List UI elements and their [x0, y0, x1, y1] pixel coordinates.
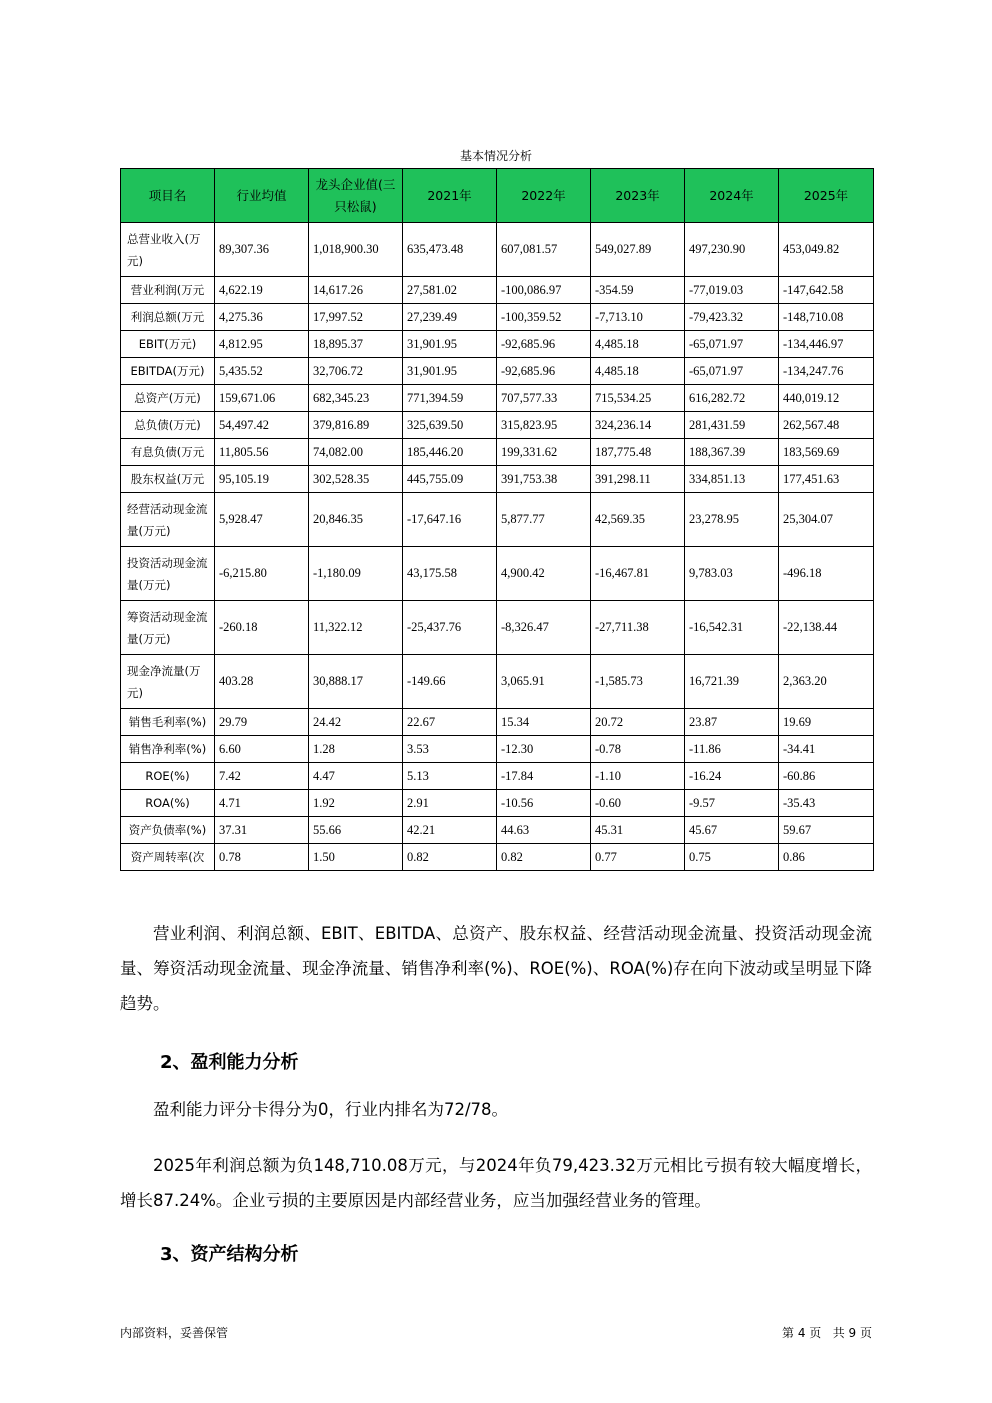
table-row: [121, 223, 874, 277]
table-cell: 4,485.18: [591, 331, 685, 358]
table-cell: 1.50: [309, 844, 403, 871]
table-cell: 635,473.48: [403, 223, 497, 277]
table-cell: -60.86: [779, 763, 874, 790]
row-label: 资产周转率(次: [121, 844, 215, 871]
table-body: [121, 223, 874, 871]
row-label: 有息负债(万元: [121, 439, 215, 466]
table-row: [121, 493, 874, 547]
table-cell: -1,585.73: [591, 655, 685, 709]
table-cell: -34.41: [779, 736, 874, 763]
table-row: [121, 655, 874, 709]
table-cell: 549,027.89: [591, 223, 685, 277]
row-label: ROA(%): [121, 790, 215, 817]
table-cell: 334,851.13: [685, 466, 779, 493]
row-label: 利润总额(万元: [121, 304, 215, 331]
row-label: EBITDA(万元): [121, 358, 215, 385]
table-cell: 17,997.52: [309, 304, 403, 331]
table-cell: 188,367.39: [685, 439, 779, 466]
row-label: 经营活动现金流量(万元): [121, 493, 215, 547]
footer-page-number: 第 4 页 共 9 页: [782, 1326, 872, 1340]
table-row: [121, 331, 874, 358]
table-caption: 基本情况分析: [459, 149, 532, 163]
table-cell: 315,823.95: [497, 412, 591, 439]
table-cell: 4.47: [309, 763, 403, 790]
table-cell: 16,721.39: [685, 655, 779, 709]
table-cell: -79,423.32: [685, 304, 779, 331]
table-cell: 30,888.17: [309, 655, 403, 709]
table-cell: 20.72: [591, 709, 685, 736]
row-label: 销售净利率(%): [121, 736, 215, 763]
table-cell: -12.30: [497, 736, 591, 763]
table-row: [121, 412, 874, 439]
table-cell: 11,322.12: [309, 601, 403, 655]
table-cell: -6,215.80: [215, 547, 309, 601]
table-cell: 89,307.36: [215, 223, 309, 277]
table-cell: 95,105.19: [215, 466, 309, 493]
table-cell: 715,534.25: [591, 385, 685, 412]
table-cell: 1,018,900.30: [309, 223, 403, 277]
table-cell: 19.69: [779, 709, 874, 736]
table-cell: 74,082.00: [309, 439, 403, 466]
row-label: 现金净流量(万元): [121, 655, 215, 709]
table-cell: 445,755.09: [403, 466, 497, 493]
table-cell: -77,019.03: [685, 277, 779, 304]
table-cell: 0.86: [779, 844, 874, 871]
row-label: 股东权益(万元: [121, 466, 215, 493]
row-label: 筹资活动现金流量(万元): [121, 601, 215, 655]
column-header: 2021年: [403, 169, 497, 223]
table-cell: 497,230.90: [685, 223, 779, 277]
table-cell: 18,895.37: [309, 331, 403, 358]
table-cell: -22,138.44: [779, 601, 874, 655]
basic-analysis-table: [120, 168, 874, 871]
table-cell: -92,685.96: [497, 358, 591, 385]
table-cell: 682,345.23: [309, 385, 403, 412]
table-cell: 2.91: [403, 790, 497, 817]
table-cell: 37.31: [215, 817, 309, 844]
table-cell: 42.21: [403, 817, 497, 844]
column-header: 2024年: [685, 169, 779, 223]
table-cell: -25,437.76: [403, 601, 497, 655]
table-cell: 4,275.36: [215, 304, 309, 331]
table-cell: -149.66: [403, 655, 497, 709]
table-cell: 183,569.69: [779, 439, 874, 466]
table-cell: 4,622.19: [215, 277, 309, 304]
table-cell: -65,071.97: [685, 331, 779, 358]
table-cell: 391,753.38: [497, 466, 591, 493]
table-cell: 379,816.89: [309, 412, 403, 439]
table-cell: 25,304.07: [779, 493, 874, 547]
table-cell: 32,706.72: [309, 358, 403, 385]
table-cell: -27,711.38: [591, 601, 685, 655]
table-cell: 281,431.59: [685, 412, 779, 439]
table-header-row: [121, 169, 874, 223]
table-cell: 0.77: [591, 844, 685, 871]
column-header: 2023年: [591, 169, 685, 223]
profit-analysis-text: 2025年利润总额为负148,710.08万元，与2024年负79,423.32万元相比亏损有较大幅度增长，增长87.24%。企业亏损的主要原因是内部经营业务，应当加强经营业务的管理。: [120, 1156, 872, 1210]
table-row: [121, 709, 874, 736]
row-label: 资产负债率(%): [121, 817, 215, 844]
table-cell: 4,900.42: [497, 547, 591, 601]
table-cell: -10.56: [497, 790, 591, 817]
table-cell: -134,446.97: [779, 331, 874, 358]
table-cell: -8,326.47: [497, 601, 591, 655]
table-cell: -0.78: [591, 736, 685, 763]
table-cell: 20,846.35: [309, 493, 403, 547]
table-cell: 54,497.42: [215, 412, 309, 439]
table-cell: -148,710.08: [779, 304, 874, 331]
table-cell: 4,485.18: [591, 358, 685, 385]
section-2-heading: 2、盈利能力分析: [160, 1052, 299, 1073]
table-cell: 185,446.20: [403, 439, 497, 466]
profitability-score-text: 盈利能力评分卡得分为0，行业内排名为72/78。: [153, 1100, 509, 1119]
section-3-heading: 3、资产结构分析: [160, 1244, 299, 1265]
table-row: [121, 358, 874, 385]
row-label: 投资活动现金流量(万元): [121, 547, 215, 601]
table-cell: -134,247.76: [779, 358, 874, 385]
table-cell: 5,877.77: [497, 493, 591, 547]
table-cell: 771,394.59: [403, 385, 497, 412]
table-cell: 24.42: [309, 709, 403, 736]
table-cell: 11,805.56: [215, 439, 309, 466]
table-cell: -0.60: [591, 790, 685, 817]
table-row: [121, 277, 874, 304]
table-cell: 177,451.63: [779, 466, 874, 493]
table-cell: 707,577.33: [497, 385, 591, 412]
row-label: ROE(%): [121, 763, 215, 790]
table-row: [121, 844, 874, 871]
table-cell: 4.71: [215, 790, 309, 817]
table-cell: -17,647.16: [403, 493, 497, 547]
table-cell: 403.28: [215, 655, 309, 709]
table-cell: 23.87: [685, 709, 779, 736]
table-cell: -16.24: [685, 763, 779, 790]
table-cell: 440,019.12: [779, 385, 874, 412]
table-row: [121, 601, 874, 655]
table-cell: 45.67: [685, 817, 779, 844]
column-header: 2025年: [779, 169, 874, 223]
table-cell: -147,642.58: [779, 277, 874, 304]
row-label: 总营业收入(万元): [121, 223, 215, 277]
table-row: [121, 466, 874, 493]
table-cell: 325,639.50: [403, 412, 497, 439]
table-cell: -65,071.97: [685, 358, 779, 385]
table-cell: 187,775.48: [591, 439, 685, 466]
table-cell: 3.53: [403, 736, 497, 763]
table-cell: -100,086.97: [497, 277, 591, 304]
table-cell: 5,435.52: [215, 358, 309, 385]
table-cell: 5.13: [403, 763, 497, 790]
table-row: [121, 439, 874, 466]
table-cell: 616,282.72: [685, 385, 779, 412]
table-cell: -100,359.52: [497, 304, 591, 331]
table-cell: 44.63: [497, 817, 591, 844]
row-label: 销售毛利率(%): [121, 709, 215, 736]
table-cell: -354.59: [591, 277, 685, 304]
table-cell: 1.28: [309, 736, 403, 763]
table-cell: 607,081.57: [497, 223, 591, 277]
table-cell: 453,049.82: [779, 223, 874, 277]
table-cell: 14,617.26: [309, 277, 403, 304]
row-label: 总资产(万元): [121, 385, 215, 412]
table-cell: -11.86: [685, 736, 779, 763]
table-cell: -16,467.81: [591, 547, 685, 601]
column-header: 2022年: [497, 169, 591, 223]
table-cell: 6.60: [215, 736, 309, 763]
row-label: 总负债(万元): [121, 412, 215, 439]
footer-confidential-note: 内部资料，妥善保管: [120, 1326, 229, 1340]
table-row: [121, 385, 874, 412]
table-cell: 302,528.35: [309, 466, 403, 493]
table-cell: 2,363.20: [779, 655, 874, 709]
table-cell: 9,783.03: [685, 547, 779, 601]
table-cell: 59.67: [779, 817, 874, 844]
column-header: 行业均值: [215, 169, 309, 223]
table-cell: 43,175.58: [403, 547, 497, 601]
table-cell: 7.42: [215, 763, 309, 790]
table-cell: 0.78: [215, 844, 309, 871]
table-row: [121, 736, 874, 763]
table-cell: -92,685.96: [497, 331, 591, 358]
table-cell: 15.34: [497, 709, 591, 736]
row-label: 营业利润(万元: [121, 277, 215, 304]
column-header: 龙头企业值(三只松鼠): [309, 169, 403, 223]
table-row: [121, 763, 874, 790]
table-cell: 262,567.48: [779, 412, 874, 439]
table-cell: 45.31: [591, 817, 685, 844]
table-cell: 4,812.95: [215, 331, 309, 358]
table-row: [121, 790, 874, 817]
table-cell: 31,901.95: [403, 358, 497, 385]
table-cell: 27,581.02: [403, 277, 497, 304]
table-cell: 159,671.06: [215, 385, 309, 412]
table-cell: 324,236.14: [591, 412, 685, 439]
table-cell: 31,901.95: [403, 331, 497, 358]
row-label: EBIT(万元): [121, 331, 215, 358]
table-row: [121, 817, 874, 844]
table-cell: 391,298.11: [591, 466, 685, 493]
table-cell: 27,239.49: [403, 304, 497, 331]
table-cell: -7,713.10: [591, 304, 685, 331]
table-cell: 29.79: [215, 709, 309, 736]
table-cell: 5,928.47: [215, 493, 309, 547]
table-cell: 1.92: [309, 790, 403, 817]
table-row: [121, 547, 874, 601]
table-cell: -1,180.09: [309, 547, 403, 601]
table-cell: 0.75: [685, 844, 779, 871]
column-header: 项目名: [121, 169, 215, 223]
table-cell: 42,569.35: [591, 493, 685, 547]
table-cell: 22.67: [403, 709, 497, 736]
summary-paragraph: 营业利润、利润总额、EBIT、EBITDA、总资产、股东权益、经营活动现金流量、投资活动现金流量、筹资活动现金流量、现金净流量、销售净利率(%)、ROE(%)、ROA(%)存在向下波动或呈明显下降趋势。: [120, 924, 872, 1013]
table-row: [121, 304, 874, 331]
table-cell: 55.66: [309, 817, 403, 844]
table-cell: -496.18: [779, 547, 874, 601]
table-cell: -16,542.31: [685, 601, 779, 655]
table-cell: 23,278.95: [685, 493, 779, 547]
table-cell: -260.18: [215, 601, 309, 655]
table-cell: 0.82: [403, 844, 497, 871]
table-cell: -9.57: [685, 790, 779, 817]
table-cell: 3,065.91: [497, 655, 591, 709]
table-cell: -1.10: [591, 763, 685, 790]
table-cell: -35.43: [779, 790, 874, 817]
table-cell: 0.82: [497, 844, 591, 871]
table-cell: 199,331.62: [497, 439, 591, 466]
table-cell: -17.84: [497, 763, 591, 790]
